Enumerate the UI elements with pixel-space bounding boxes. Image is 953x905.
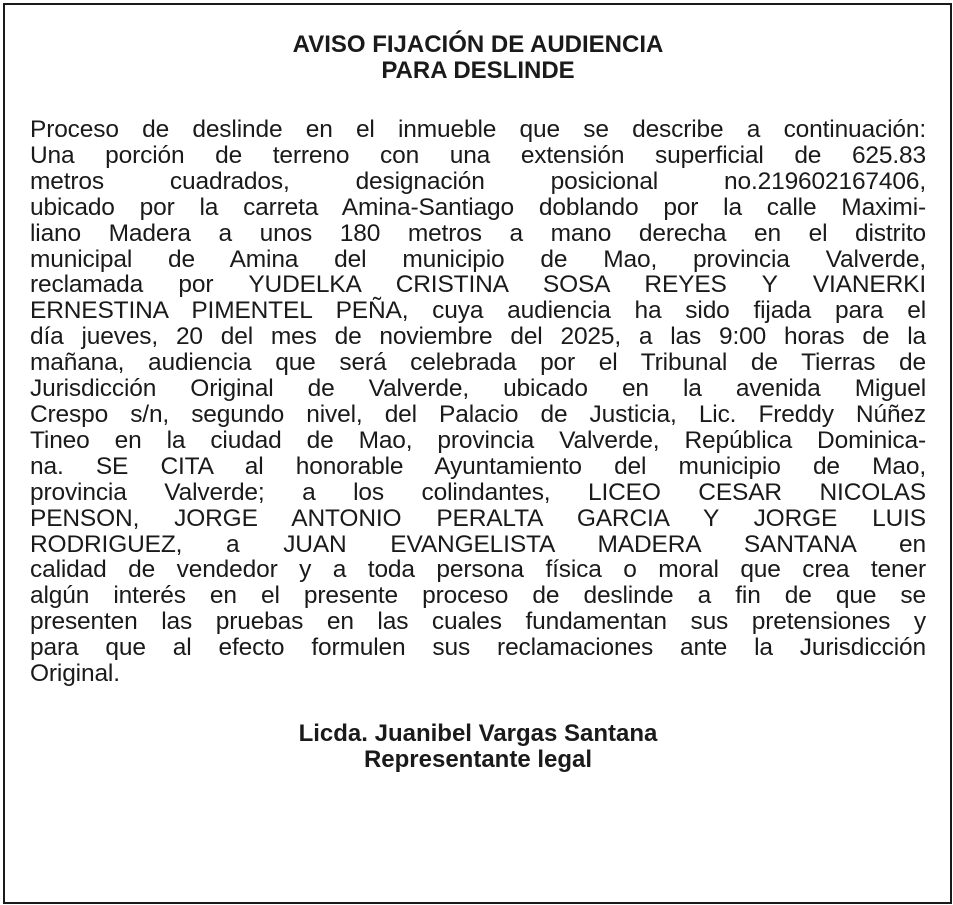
body-line: Original. bbox=[30, 660, 120, 688]
body-line: PENSON, JORGE ANTONIO PERALTA GARCIA Y JORGE LUIS bbox=[30, 504, 926, 532]
body-line: mañana, audiencia que será celebrada por el Tribunal de Tierras de bbox=[30, 349, 926, 377]
body-line: municipal de Amina del municipio de Mao, provincia Valverde, bbox=[30, 245, 926, 273]
notice-body bbox=[30, 117, 926, 687]
title-line-2: PARA DESLINDE bbox=[381, 57, 575, 84]
body-line: na. SE CITA al honorable Ayuntamiento del municipio de Mao, bbox=[30, 452, 926, 480]
body-line: algún interés en el presente proceso de deslinde a fin de que se bbox=[30, 582, 926, 610]
signature-block bbox=[30, 721, 926, 773]
body-line: Tineo en la ciudad de Mao, provincia Valverde, República Dominica- bbox=[30, 426, 926, 454]
body-line: liano Madera a unos 180 metros a mano derecha en el distrito bbox=[30, 219, 926, 247]
body-line: Jurisdicción Original de Valverde, ubicado en la avenida Miguel bbox=[30, 375, 926, 403]
body-line: Proceso de deslinde en el inmueble que se describe a continuación: bbox=[30, 116, 926, 143]
title-line-1: AVISO FIJACIÓN DE AUDIENCIA bbox=[292, 31, 664, 58]
body-line: calidad de vendedor y a toda persona física o moral que crea tener bbox=[30, 556, 926, 584]
body-line: para que al efecto formulen sus reclamaciones ante la Jurisdicción bbox=[30, 634, 926, 662]
notice-content bbox=[30, 32, 926, 773]
body-line: metros cuadrados, designación posicional no.219602167406, bbox=[30, 167, 926, 195]
body-line: Crespo s/n, segundo nivel, del Palacio de Justicia, Lic. Freddy Núñez bbox=[30, 400, 926, 428]
body-line: ERNESTINA PIMENTEL PEÑA, cuya audiencia ha sido fijada para el bbox=[30, 297, 926, 325]
body-line: presenten las pruebas en las cuales fundamentan sus pretensiones y bbox=[30, 608, 926, 636]
signer-name: Licda. Juanibel Vargas Santana bbox=[298, 719, 658, 747]
body-line: provincia Valverde; a los colindantes, LICEO CESAR NICOLAS bbox=[30, 478, 926, 506]
body-line: reclamada por YUDELKA CRISTINA SOSA REYES Y VIANERKI bbox=[30, 271, 926, 299]
body-line: Una porción de terreno con una extensión superficial de 625.83 bbox=[30, 141, 926, 169]
body-line: ubicado por la carreta Amina-Santiago doblando por la calle Maximi- bbox=[30, 193, 926, 221]
notice-title bbox=[30, 32, 926, 84]
body-line: RODRIGUEZ, a JUAN EVANGELISTA MADERA SANTANA en bbox=[30, 530, 926, 558]
body-line: día jueves, 20 del mes de noviembre del 2025, a las 9:00 horas de la bbox=[30, 323, 926, 351]
signer-role: Representante legal bbox=[363, 745, 593, 773]
notice-frame bbox=[3, 3, 952, 904]
